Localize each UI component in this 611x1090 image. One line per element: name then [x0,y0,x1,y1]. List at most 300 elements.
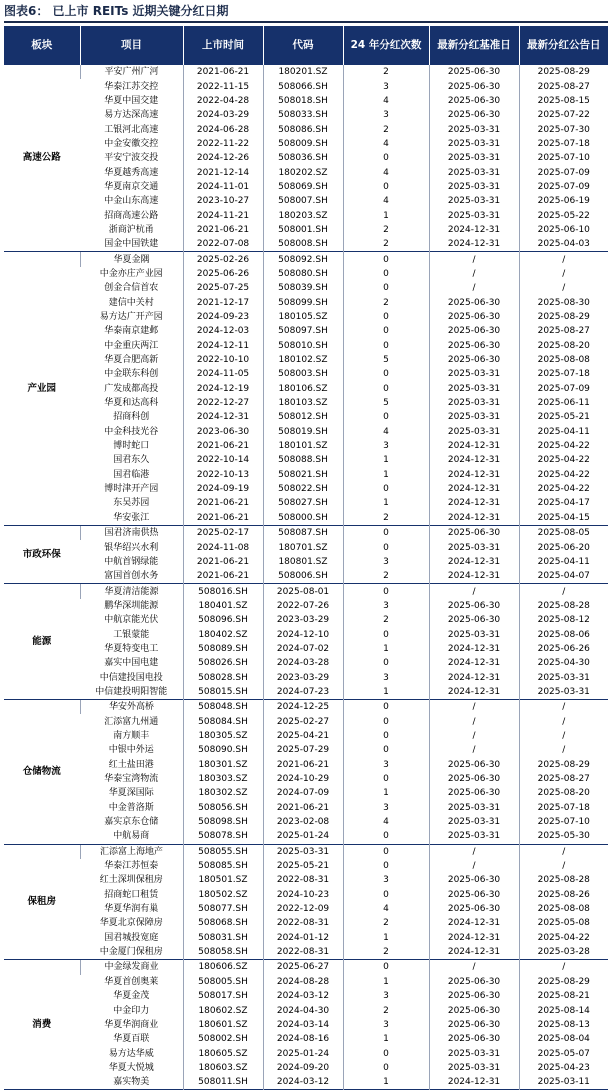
code-cell: 2022-08-31 [263,873,343,887]
record-date-cell: / [429,729,519,743]
table-row [4,873,608,887]
listing-date-cell: 508015.SH [183,685,263,700]
project-cell: 嘉实物美 [113,1077,150,1088]
code-cell: 180103.SZ [263,396,343,410]
record-date-cell: 2025-06-30 [429,79,519,93]
header-announcement-date: 最新分红公告日 [519,26,608,65]
dividend-count-cell: 0 [343,829,429,844]
dividend-count-cell: 0 [343,367,429,381]
announcement-date-cell: 2025-08-29 [519,975,608,989]
announcement-date-cell: 2025-08-14 [519,1003,608,1017]
announcement-date-cell: 2025-08-29 [519,310,608,324]
dividend-count-cell: 0 [343,960,429,975]
code-cell: 2024-09-20 [263,1061,343,1075]
record-date-cell: 2024-12-31 [429,642,519,656]
record-date-cell: 2025-03-31 [429,367,519,381]
record-date-cell: 2025-06-30 [429,65,519,80]
table-row [4,1018,608,1032]
announcement-date-cell: 2025-05-21 [519,410,608,424]
listing-date-cell: 2025-02-17 [183,526,263,541]
code-cell: 180105.SZ [263,310,343,324]
table-row [4,237,608,252]
table-row [4,1003,608,1017]
dividend-count-cell: 2 [343,237,429,252]
code-cell: 508000.SH [263,511,343,526]
project-cell: 中航首钢绿能 [104,556,159,567]
dividend-count-cell: 4 [343,137,429,151]
dividend-count-cell: 0 [343,382,429,396]
project-cell: 中信建投明阳智能 [95,686,168,697]
dividend-count-cell: 0 [343,310,429,324]
listing-date-cell: 508058.SH [183,945,263,960]
listing-date-cell: 508002.SH [183,1032,263,1046]
dividend-count-cell: 2 [343,1003,429,1017]
listing-date-cell: 2022-04-28 [183,94,263,108]
listing-date-cell: 2022-12-27 [183,396,263,410]
dividend-count-cell: 0 [343,729,429,743]
code-cell: 508033.SH [263,108,343,122]
dividend-count-cell: 2 [343,613,429,627]
listing-date-cell: 180502.SZ [183,888,263,902]
announcement-date-cell: 2025-08-04 [519,1032,608,1046]
listing-date-cell: 2021-06-21 [183,569,263,584]
record-date-cell: 2025-03-31 [429,180,519,194]
listing-date-cell: 2025-06-26 [183,267,263,281]
announcement-date-cell: 2025-07-10 [519,815,608,829]
project-cell: 华泰江苏恒泰 [104,861,159,872]
announcement-date-cell: 2025-07-10 [519,151,608,165]
dividend-count-cell: 1 [343,453,429,467]
announcement-date-cell: 2025-05-22 [519,208,608,222]
dividend-count-cell: 3 [343,108,429,122]
project-cell: 华夏南京交通 [104,181,159,192]
table-row [4,367,608,381]
project-cell: 中金普洛斯 [108,802,154,813]
record-date-cell: / [429,584,519,599]
table-row [4,382,608,396]
project-cell: 红土深圳保租房 [99,875,163,886]
code-cell: 2024-08-16 [263,1032,343,1046]
announcement-date-cell: 2025-08-21 [519,989,608,1003]
dividend-count-cell: 0 [343,1046,429,1060]
table-row [4,945,608,960]
announcement-date-cell: 2025-08-26 [519,888,608,902]
project-cell: 博时蛇口 [113,441,150,452]
project-cell: 华夏首创奥莱 [104,976,159,987]
table-row [4,296,608,310]
sector-cell: 保租房 [4,844,80,960]
sector-cell: 消费 [4,960,80,1090]
header-row [4,26,608,65]
listing-date-cell: 2021-06-21 [183,555,263,569]
record-date-cell: 2024-12-31 [429,931,519,945]
announcement-date-cell: / [519,844,608,859]
project-cell: 浙商沪杭甬 [108,224,154,235]
listing-date-cell: 180402.SZ [183,627,263,641]
project-cell: 华夏百联 [113,1034,150,1045]
listing-date-cell: 180301.SZ [183,758,263,772]
code-cell: 508097.SH [263,324,343,338]
record-date-cell: 2025-06-30 [429,1003,519,1017]
record-date-cell: 2025-06-30 [429,526,519,541]
record-date-cell: 2025-03-31 [429,540,519,554]
table-row [4,758,608,772]
table-row [4,339,608,353]
code-cell: 2024-01-12 [263,931,343,945]
announcement-date-cell: 2025-07-18 [519,367,608,381]
listing-date-cell: 180401.SZ [183,599,263,613]
record-date-cell: 2024-12-31 [429,945,519,960]
table-row [4,801,608,815]
project-cell: 国君城投宽庭 [104,932,159,943]
dividend-count-cell: 0 [343,859,429,873]
record-date-cell: 2025-06-30 [429,786,519,800]
project-cell: 中金印力 [113,1005,150,1016]
listing-date-cell: 2022-11-22 [183,137,263,151]
dividend-count-cell: 0 [343,252,429,267]
record-date-cell: 2025-03-31 [429,122,519,136]
code-cell: 508019.SH [263,425,343,439]
project-cell: 建信中关村 [108,297,154,308]
project-cell: 华夏特变电工 [104,643,159,654]
listing-date-cell: 180501.SZ [183,873,263,887]
code-cell: 508039.SH [263,281,343,295]
table-row [4,815,608,829]
listing-date-cell: 2024-03-29 [183,108,263,122]
record-date-cell: 2024-12-31 [429,670,519,684]
dividend-count-cell: 3 [343,79,429,93]
dividend-count-cell: 0 [343,540,429,554]
code-cell: 508092.SH [263,252,343,267]
dividend-count-cell: 4 [343,94,429,108]
record-date-cell: 2024-12-31 [429,511,519,526]
project-cell: 银华绍兴水利 [104,542,159,553]
code-cell: 508080.SH [263,267,343,281]
project-cell: 华安张江 [113,512,150,523]
announcement-date-cell: 2025-08-29 [519,65,608,80]
listing-date-cell: 180305.SZ [183,729,263,743]
listing-date-cell: 508077.SH [183,902,263,916]
project-cell: 招商高速公路 [104,210,159,221]
announcement-date-cell: 2025-07-22 [519,108,608,122]
project-cell: 华夏金隅 [80,252,183,267]
record-date-cell: 2024-12-31 [429,482,519,496]
table-row [4,137,608,151]
code-cell: 508069.SH [263,180,343,194]
record-date-cell: 2025-03-31 [429,829,519,844]
dividend-count-cell: 0 [343,281,429,295]
announcement-date-cell: 2025-06-10 [519,223,608,237]
listing-date-cell: 2021-06-21 [183,223,263,237]
record-date-cell: 2025-03-31 [429,396,519,410]
code-cell: 180202.SZ [263,165,343,179]
code-cell: 508088.SH [263,453,343,467]
listing-date-cell: 508005.SH [183,975,263,989]
table-row [4,584,608,599]
listing-date-cell: 508085.SH [183,859,263,873]
listing-date-cell: 2024-06-28 [183,122,263,136]
table-row [4,555,608,569]
dividend-count-cell: 2 [343,945,429,960]
project-cell: 工银河北高速 [104,124,159,135]
project-cell: 华泰南京建邺 [104,326,159,337]
announcement-date-cell: 2025-08-13 [519,1018,608,1032]
code-cell: 2025-05-21 [263,859,343,873]
announcement-date-cell: 2025-06-11 [519,396,608,410]
sector-cell: 市政环保 [4,526,80,584]
dividend-count-cell: 0 [343,888,429,902]
table-body [4,65,608,1090]
dividend-count-cell: 0 [343,339,429,353]
listing-date-cell: 2024-11-05 [183,367,263,381]
announcement-date-cell: / [519,859,608,873]
dividend-count-cell: 1 [343,1032,429,1046]
table-row [4,396,608,410]
record-date-cell: 2024-12-31 [429,555,519,569]
project-cell: 华夏越秀高速 [104,167,159,178]
announcement-date-cell: 2025-05-07 [519,1046,608,1060]
project-cell: 华夏华润商业 [104,1019,159,1030]
project-cell: 华安外高桥 [80,700,183,715]
table-row [4,482,608,496]
listing-date-cell: 180302.SZ [183,786,263,800]
project-cell: 中航京能光伏 [104,615,159,626]
table-row [4,772,608,786]
record-date-cell: 2024-12-31 [429,685,519,700]
table-row [4,844,608,859]
listing-date-cell: 180605.SZ [183,1046,263,1060]
record-date-cell: 2025-06-30 [429,613,519,627]
project-cell: 鹏华深圳能源 [104,600,159,611]
listing-date-cell: 2022-10-10 [183,353,263,367]
table-row [4,267,608,281]
announcement-date-cell: 2025-07-09 [519,180,608,194]
announcement-date-cell: / [519,584,608,599]
code-cell: 2021-06-21 [263,801,343,815]
table-row [4,599,608,613]
dividend-count-cell: 0 [343,180,429,194]
table-row [4,902,608,916]
table-row [4,526,608,541]
code-cell: 2023-03-29 [263,670,343,684]
listing-date-cell: 2021-06-21 [183,511,263,526]
table-row [4,252,608,267]
project-cell: 华夏大悦城 [108,1062,154,1073]
record-date-cell: 2024-12-31 [429,453,519,467]
record-date-cell: 2025-03-31 [429,194,519,208]
project-cell: 平安宁波交投 [104,153,159,164]
table-row [4,223,608,237]
table-row [4,729,608,743]
table-row [4,786,608,800]
code-cell: 2024-07-09 [263,786,343,800]
record-date-cell: 2025-03-31 [429,1046,519,1060]
listing-date-cell: 2021-06-21 [183,65,263,80]
announcement-date-cell: 2025-08-30 [519,296,608,310]
listing-date-cell: 2022-10-14 [183,453,263,467]
code-cell: 508087.SH [263,526,343,541]
listing-date-cell: 2023-10-27 [183,194,263,208]
dividend-count-cell: 3 [343,599,429,613]
listing-date-cell: 508078.SH [183,829,263,844]
sector-cell: 高速公路 [4,65,80,252]
title-rule [4,21,608,23]
listing-date-cell: 508011.SH [183,1075,263,1090]
table-row [4,888,608,902]
code-cell: 508027.SH [263,496,343,510]
code-cell: 2022-07-26 [263,599,343,613]
table-row [4,931,608,945]
listing-date-cell: 180303.SZ [183,772,263,786]
project-cell: 中金科技光谷 [104,426,159,437]
dividend-count-cell: 0 [343,772,429,786]
record-date-cell: 2025-06-30 [429,108,519,122]
record-date-cell: / [429,267,519,281]
dividend-count-cell: 1 [343,786,429,800]
record-date-cell: 2025-03-31 [429,208,519,222]
announcement-date-cell: 2025-04-11 [519,425,608,439]
figure-title: 图表6： 已上市 REITs 近期关键分红日期 [4,4,229,18]
announcement-date-cell: 2025-08-15 [519,94,608,108]
project-cell: 华泰江苏交控 [104,81,159,92]
announcement-date-cell: / [519,252,608,267]
project-cell: 东吴苏园 [113,498,150,509]
code-cell: 508009.SH [263,137,343,151]
dividend-count-cell: 0 [343,743,429,757]
announcement-date-cell: 2025-04-22 [519,453,608,467]
code-cell: 180801.SZ [263,555,343,569]
code-cell: 2025-02-27 [263,714,343,728]
table-row [4,151,608,165]
announcement-date-cell: 2025-06-26 [519,642,608,656]
record-date-cell: 2024-12-31 [429,223,519,237]
announcement-date-cell: 2025-03-31 [519,670,608,684]
listing-date-cell: 2021-06-21 [183,439,263,453]
table-row [4,642,608,656]
project-cell: 华夏中国交建 [104,95,159,106]
project-cell: 华夏清洁能源 [80,584,183,599]
announcement-date-cell: 2025-08-28 [519,599,608,613]
listing-date-cell: 2024-12-31 [183,410,263,424]
project-cell: 中金绿发商业 [80,960,183,975]
announcement-date-cell: 2025-04-11 [519,555,608,569]
listing-date-cell: 2021-12-17 [183,296,263,310]
project-cell: 国君东久 [113,455,150,466]
table-row [4,627,608,641]
announcement-date-cell: 2025-04-17 [519,496,608,510]
record-date-cell: 2025-06-30 [429,310,519,324]
announcement-date-cell: 2025-04-15 [519,511,608,526]
announcement-date-cell: 2025-04-30 [519,656,608,670]
dividend-count-cell: 2 [343,296,429,310]
table-row [4,310,608,324]
announcement-date-cell: 2025-08-20 [519,339,608,353]
code-cell: 508022.SH [263,482,343,496]
code-cell: 2024-03-28 [263,656,343,670]
table-row [4,540,608,554]
project-cell: 创金合信首农 [104,283,159,294]
listing-date-cell: 508028.SH [183,670,263,684]
table-row [4,569,608,584]
dividend-count-cell: 0 [343,151,429,165]
dividend-count-cell: 2 [343,122,429,136]
code-cell: 508007.SH [263,194,343,208]
announcement-date-cell: 2025-04-22 [519,931,608,945]
table-row [4,208,608,222]
dividend-count-cell: 0 [343,267,429,281]
code-cell: 180101.SZ [263,439,343,453]
code-cell: 508006.SH [263,569,343,584]
code-cell: 508036.SH [263,151,343,165]
project-cell: 平安广州广河 [80,65,183,80]
table-row [4,1046,608,1060]
record-date-cell: 2025-06-30 [429,296,519,310]
record-date-cell: 2025-06-30 [429,1018,519,1032]
dividend-count-cell: 2 [343,65,429,80]
announcement-date-cell: 2025-04-07 [519,569,608,584]
project-cell: 招商科创 [113,412,150,423]
listing-date-cell: 2025-07-25 [183,281,263,295]
code-cell: 2025-03-31 [263,844,343,859]
record-date-cell: 2025-03-31 [429,815,519,829]
record-date-cell: 2025-06-30 [429,339,519,353]
announcement-date-cell: 2025-07-30 [519,122,608,136]
record-date-cell: 2024-12-31 [429,439,519,453]
announcement-date-cell: 2025-08-12 [519,613,608,627]
code-cell: 2024-04-30 [263,1003,343,1017]
dividend-count-cell: 2 [343,569,429,584]
announcement-date-cell: 2025-07-18 [519,801,608,815]
table-row [4,425,608,439]
announcement-date-cell: 2025-08-29 [519,758,608,772]
table-row [4,108,608,122]
project-cell: 华泰宝湾物流 [104,774,159,785]
table-row [4,353,608,367]
dividend-count-cell: 4 [343,425,429,439]
announcement-date-cell: 2025-08-08 [519,902,608,916]
announcement-date-cell: 2025-07-09 [519,165,608,179]
code-cell: 508003.SH [263,367,343,381]
listing-date-cell: 508016.SH [183,584,263,599]
reits-dividend-table [4,26,608,1090]
project-cell: 国君济南供热 [80,526,183,541]
record-date-cell: 2025-06-30 [429,902,519,916]
dividend-count-cell: 3 [343,555,429,569]
project-cell: 国君临港 [113,469,150,480]
table-row [4,439,608,453]
record-date-cell: 2025-03-31 [429,627,519,641]
dividend-count-cell: 3 [343,439,429,453]
listing-date-cell: 2025-02-26 [183,252,263,267]
dividend-count-cell: 2 [343,223,429,237]
record-date-cell: 2025-06-30 [429,94,519,108]
code-cell: 180701.SZ [263,540,343,554]
dividend-count-cell: 1 [343,685,429,700]
listing-date-cell: 508048.SH [183,700,263,715]
dividend-count-cell: 4 [343,815,429,829]
record-date-cell: 2025-03-31 [429,137,519,151]
code-cell: 2025-01-24 [263,1046,343,1060]
code-cell: 2022-08-31 [263,945,343,960]
project-cell: 富国首创水务 [104,571,159,582]
record-date-cell: 2025-06-30 [429,599,519,613]
code-cell: 2024-07-02 [263,642,343,656]
announcement-date-cell: 2025-06-20 [519,540,608,554]
project-cell: 南方顺丰 [113,730,150,741]
announcement-date-cell: 2025-08-05 [519,526,608,541]
dividend-count-cell: 0 [343,844,429,859]
code-cell: 508086.SH [263,122,343,136]
